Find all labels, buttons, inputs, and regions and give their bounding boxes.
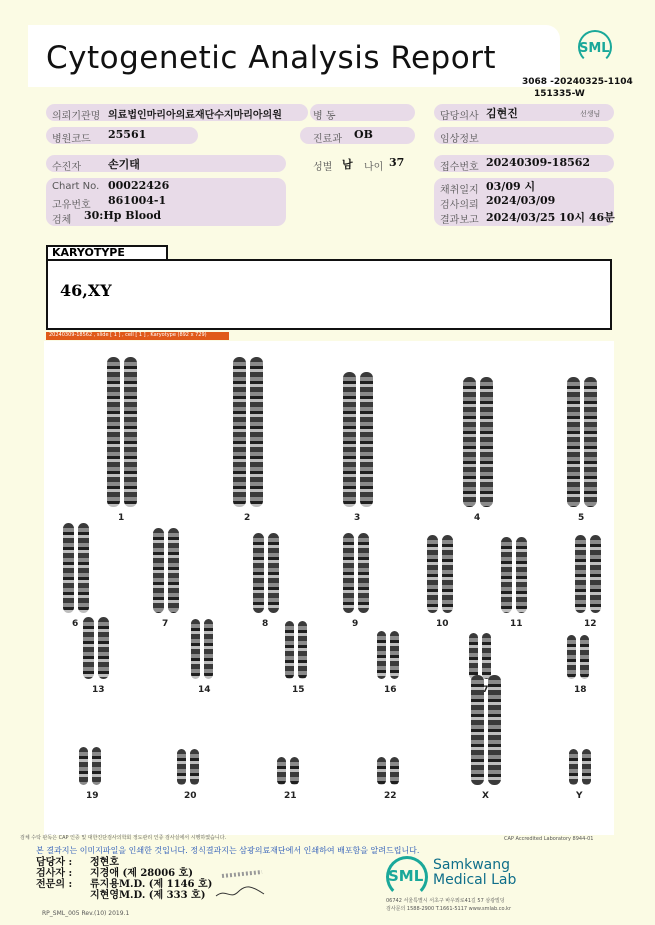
- staff-role-3: 전문의 :: [36, 879, 73, 890]
- chart-label: Chart No.: [52, 181, 100, 192]
- chromosome-14-1: [191, 619, 200, 679]
- collected-label: 채취일지: [440, 185, 479, 196]
- karyotype-value: 46,XY: [60, 281, 112, 300]
- notice-text: 본 결과지는 이미지파일을 인쇄한 것입니다. 정식결과지는 삼광의료재단에서 인쇄하여 배포함을 알려드립니다.: [36, 846, 420, 855]
- chromosome-label-13: 13: [92, 685, 105, 695]
- chromosome-19-2: [92, 747, 101, 785]
- chromosome-7-2: [168, 528, 179, 613]
- staff-name-3: 류지용M.D. (제 1146 호): [90, 879, 213, 890]
- chromosome-label-4: 4: [474, 513, 481, 523]
- chromosome-label-16: 16: [384, 685, 397, 695]
- staff-name-4: 지현영M.D. (제 333 호): [90, 890, 206, 901]
- chromosome-X-2: [488, 675, 501, 785]
- chromosome-18-1: [567, 635, 576, 679]
- requested-label: 검사의뢰: [440, 200, 479, 211]
- staff-name-2: 지경애 (제 28006 호): [90, 868, 193, 879]
- age-value: 37: [389, 156, 405, 169]
- chromosome-12-2: [590, 535, 601, 613]
- chromosome-13-2: [98, 617, 109, 679]
- chromosome-18-2: [580, 635, 589, 679]
- clinical-info-label: 임상정보: [440, 134, 479, 145]
- lab-name: Samkwang Medical Lab: [433, 857, 517, 888]
- chromosome-17-1: [469, 633, 478, 679]
- chromosome-label-X: X: [482, 791, 489, 801]
- karyotype-box: [46, 259, 612, 330]
- physician-suffix: 선생님: [580, 110, 601, 118]
- receipt-value: 20240309-18562: [486, 156, 591, 169]
- ward-label: 병 동: [313, 111, 336, 122]
- hospital-code-label: 병원코드: [52, 134, 91, 145]
- chromosome-label-18: 18: [574, 685, 587, 695]
- chromosome-3-2: [360, 372, 373, 507]
- institution-value: 의료법인마리아의료재단수지마리아의원: [108, 110, 282, 121]
- receipt-label: 접수번호: [440, 162, 479, 173]
- chromosome-3-1: [343, 372, 356, 507]
- chromosome-20-2: [190, 749, 199, 785]
- chromosome-Y-1: [569, 749, 578, 785]
- sex-value: 남: [342, 158, 353, 171]
- image-caption-bar: [46, 332, 229, 340]
- sml-logo-icon: SML: [576, 30, 612, 70]
- ref-line-1: 3068 -20240325-1104: [522, 77, 633, 87]
- chromosome-6-1: [63, 523, 74, 613]
- collected-value: 03/09 시: [486, 180, 536, 193]
- chromosome-label-2: 2: [244, 513, 251, 523]
- chromosome-15-2: [298, 621, 307, 679]
- reported-value: 2024/03/25 10시 46분: [486, 211, 615, 224]
- chromosome-label-10: 10: [436, 619, 449, 629]
- unique-label: 고유번호: [52, 200, 91, 211]
- form-code: RP_SML_005 Rev.(10) 2019.1: [42, 910, 130, 917]
- report-title: Cytogenetic Analysis Report: [46, 40, 497, 76]
- karyogram-image: [44, 341, 614, 835]
- chromosome-X-1: [471, 675, 484, 785]
- sml-lab-logo-icon: SML: [386, 856, 426, 896]
- chromosome-1-1: [107, 357, 120, 507]
- chromosome-label-19: 19: [86, 791, 99, 801]
- dept-label: 진료과: [313, 134, 342, 145]
- lab-contact: 검사문의 1588-2900 T.1661-5117 www.smlab.co.kr: [386, 906, 511, 912]
- physician-label: 담당의사: [440, 111, 479, 122]
- chromosome-label-11: 11: [510, 619, 523, 629]
- staff-role-1: 담당자 :: [36, 857, 73, 868]
- image-caption: 20240309-18562 , slide [ 1 ] , cell [ 1 ] , Karyotype (892 x 729): [49, 332, 207, 338]
- lab-address: 06742 서울특별시 서초구 바우뫼로41길 57 삼광빌딩: [386, 898, 505, 904]
- karyotype-label: KARYOTYPE: [46, 245, 168, 259]
- unique-value: 861004-1: [108, 194, 167, 207]
- chromosome-5-2: [584, 377, 597, 507]
- chromosome-20-1: [177, 749, 186, 785]
- chromosome-9-1: [343, 533, 354, 613]
- hospital-code-value: 25561: [108, 128, 147, 141]
- signature-icon: [212, 866, 272, 902]
- chromosome-22-1: [377, 757, 386, 785]
- chromosome-22-2: [390, 757, 399, 785]
- chromosome-16-1: [377, 631, 386, 679]
- ref-line-2: 151335-W: [534, 89, 585, 99]
- chromosome-5-1: [567, 377, 580, 507]
- specimen-label: 검체: [52, 215, 72, 226]
- chromosome-2-2: [250, 357, 263, 507]
- chromosome-label-1: 1: [118, 513, 125, 523]
- chromosome-4-1: [463, 377, 476, 507]
- cap-text: CAP Accredited Laboratory 8944-01: [504, 836, 594, 842]
- chromosome-12-1: [575, 535, 586, 613]
- requested-value: 2024/03/09: [486, 194, 556, 207]
- chromosome-4-2: [480, 377, 493, 507]
- chromosome-10-2: [442, 535, 453, 613]
- physician-value: 김현진: [486, 107, 518, 120]
- chromosome-19-1: [79, 747, 88, 785]
- chromosome-8-1: [253, 533, 264, 613]
- chromosome-label-Y: Y: [576, 791, 583, 801]
- recipient-value: 손기태: [108, 158, 140, 171]
- specimen-value: 30:Hp Blood: [84, 209, 162, 222]
- chromosome-Y-2: [582, 749, 591, 785]
- chromosome-label-8: 8: [262, 619, 269, 629]
- institution-label: 의뢰기관명: [52, 111, 101, 122]
- chromosome-1-2: [124, 357, 137, 507]
- chromosome-label-9: 9: [352, 619, 359, 629]
- chromosome-21-2: [290, 757, 299, 785]
- fine-print: 검체 수탁 판독은 CAP 인증 및 대한진단검사의학회 정도관리 인증 검사실에서 시행하였습니다.: [20, 835, 227, 841]
- staff-role-2: 검사자 :: [36, 868, 73, 879]
- dept-value: OB: [354, 128, 373, 141]
- chart-value: 00022426: [108, 179, 170, 192]
- chromosome-9-2: [358, 533, 369, 613]
- chromosome-label-22: 22: [384, 791, 397, 801]
- recipient-label: 수진자: [52, 162, 81, 173]
- chromosome-label-20: 20: [184, 791, 197, 801]
- chromosome-2-1: [233, 357, 246, 507]
- age-label: 나이: [364, 162, 384, 173]
- chromosome-label-12: 12: [584, 619, 597, 629]
- chromosome-label-3: 3: [354, 513, 361, 523]
- chromosome-label-5: 5: [578, 513, 585, 523]
- chromosome-15-1: [285, 621, 294, 679]
- sex-label: 성별: [313, 162, 333, 173]
- chromosome-label-7: 7: [162, 619, 169, 629]
- chromosome-label-15: 15: [292, 685, 305, 695]
- chromosome-8-2: [268, 533, 279, 613]
- chromosome-21-1: [277, 757, 286, 785]
- chromosome-16-2: [390, 631, 399, 679]
- reported-label: 결과보고: [440, 215, 479, 226]
- chromosome-label-6: 6: [72, 619, 79, 629]
- chromosome-6-2: [78, 523, 89, 613]
- chromosome-7-1: [153, 528, 164, 613]
- chromosome-17-2: [482, 633, 491, 679]
- staff-name-1: 정현호: [90, 857, 119, 868]
- chromosome-11-2: [516, 537, 527, 613]
- recipient-pill: [46, 155, 286, 172]
- chromosome-10-1: [427, 535, 438, 613]
- chromosome-13-1: [83, 617, 94, 679]
- chromosome-label-21: 21: [284, 791, 297, 801]
- chromosome-11-1: [501, 537, 512, 613]
- chromosome-label-14: 14: [198, 685, 211, 695]
- chromosome-14-2: [204, 619, 213, 679]
